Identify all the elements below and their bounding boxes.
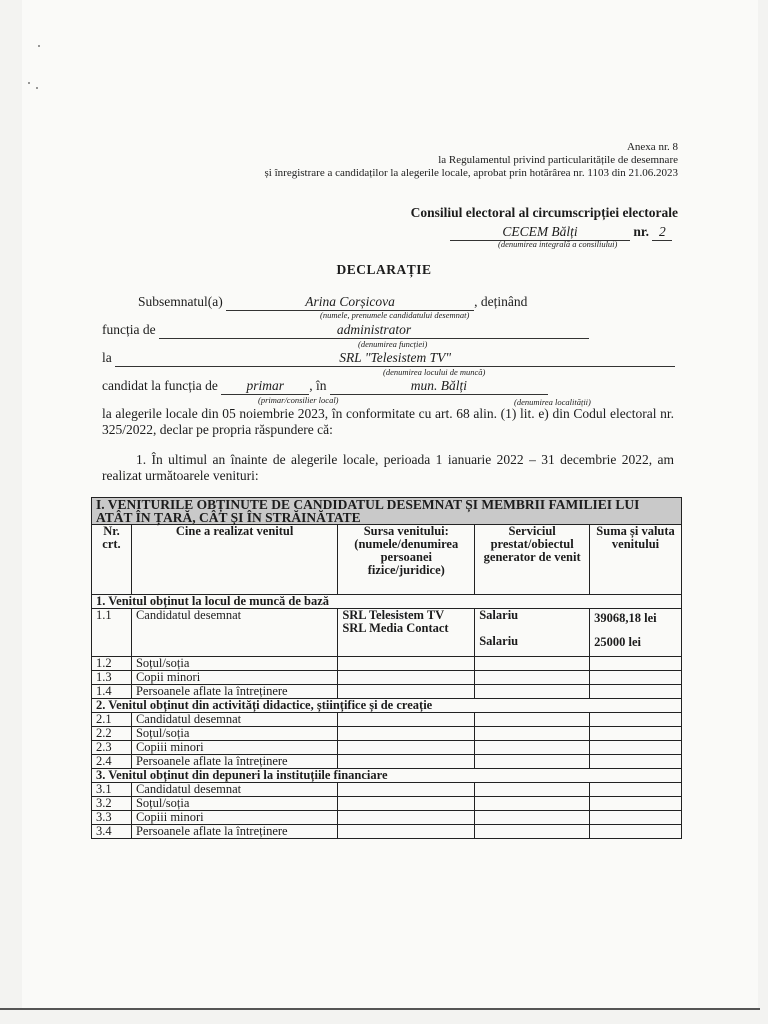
table-banner-row	[92, 498, 682, 525]
income-table	[91, 497, 682, 839]
row-nr: 2.2	[92, 727, 132, 741]
row-who: Copiii minori	[131, 741, 337, 755]
table-row	[92, 797, 682, 811]
paragraph-elections: la alegerile locale din 05 noiembrie 2023, în conformitate cu art. 68 alin. (1) lit. e) din Codul electoral nr. 325/2022, declar pe propria răspundere că:	[102, 406, 674, 437]
scan-speck	[28, 82, 30, 84]
row-who: Persoanele aflate la întreținere	[131, 755, 337, 769]
section-title: 3. Venitul obținut din depuneri la instituțiile financiare	[92, 769, 682, 783]
at-label: la	[102, 350, 112, 365]
row-nr: 3.2	[92, 797, 132, 811]
function-value: administrator	[159, 322, 589, 339]
amount-2: 25000 lei	[594, 635, 641, 649]
signed-line	[138, 294, 527, 311]
row-amount	[590, 609, 682, 657]
row-who: Persoanele aflate la întreținere	[131, 825, 337, 839]
locality-value: mun. Bălți	[330, 378, 548, 395]
signed-label: Subsemnatul(a)	[138, 294, 223, 309]
council-sub: (denumirea integrală a consiliului)	[498, 239, 618, 249]
row-who: Copiii minori	[131, 811, 337, 825]
annex-regulation: la Regulamentul privind particularitățile de desemnare	[438, 154, 678, 166]
header-source: Sursa venitului: (numele/denumirea persoanei fizice/juridice)	[338, 525, 475, 595]
section-title: 1. Venitul obținut la locul de muncă de bază	[92, 595, 682, 609]
function-line	[102, 322, 589, 339]
workplace-line	[102, 350, 675, 367]
locality-sub: (denumirea localității)	[514, 397, 591, 407]
section-title: 2. Venitul obținut din activități didactice, științifice și de creație	[92, 699, 682, 713]
row-nr: 1.4	[92, 685, 132, 699]
row-nr: 1.1	[92, 609, 132, 657]
row-who: Candidatul desemnat	[131, 783, 337, 797]
workplace-value: SRL "Telesistem TV"	[115, 350, 675, 367]
header-amount: Suma și valuta venitului	[590, 525, 682, 595]
table-row	[92, 609, 682, 657]
function-label: funcția de	[102, 322, 156, 337]
table-banner: I. VENITURILE OBȚINUTE DE CANDIDATUL DESEMNAT ȘI MEMBRII FAMILIEI LUI ATÂT ÎN ȚARĂ, CÂT ȘI ÎN STRĂINĂTATE	[92, 498, 682, 525]
row-who: Candidatul desemnat	[131, 713, 337, 727]
scan-speck	[38, 45, 40, 47]
candidate-name: Arina Corșicova	[226, 294, 474, 311]
service-1: Salariu	[479, 608, 519, 622]
section-row	[92, 769, 682, 783]
section-row	[92, 595, 682, 609]
row-nr: 3.4	[92, 825, 132, 839]
table-row	[92, 825, 682, 839]
table-row	[92, 741, 682, 755]
candidate-line	[102, 378, 548, 395]
table-row	[92, 783, 682, 797]
table-row	[92, 671, 682, 685]
row-service	[475, 609, 590, 657]
workplace-sub: (denumirea locului de muncă)	[383, 367, 486, 377]
source-1: SRL Telesistem TV	[342, 608, 445, 622]
council-nr-value: 2	[652, 224, 672, 241]
annex-reference	[265, 141, 678, 180]
row-nr: 3.1	[92, 783, 132, 797]
row-nr: 3.3	[92, 811, 132, 825]
row-nr: 2.3	[92, 741, 132, 755]
page-edge	[0, 1008, 760, 1010]
column-header-row	[92, 525, 682, 595]
council-title: Consiliul electoral al circumscripției electorale	[410, 205, 678, 220]
candidate-for-value: primar	[221, 378, 309, 395]
declaration-title: DECLARAȚIE	[336, 262, 432, 277]
row-nr: 1.3	[92, 671, 132, 685]
annex-number: Anexa nr. 8	[626, 141, 678, 153]
table-row	[92, 727, 682, 741]
paragraph-income: 1. În ultimul an înainte de alegerile locale, perioada 1 ianuarie 2022 – 31 decembrie 2022, am realizat următoarele venituri:	[102, 452, 674, 483]
row-who: Persoanele aflate la întreținere	[131, 685, 337, 699]
row-who: Soțul/soția	[131, 657, 337, 671]
table-row	[92, 811, 682, 825]
row-who: Soțul/soția	[131, 727, 337, 741]
source-2: SRL Media Contact	[342, 621, 449, 635]
function-sub: (denumirea funcției)	[358, 339, 428, 349]
name-sub: (numele, prenumele candidatului desemnat)	[320, 310, 470, 320]
service-2: Salariu	[479, 634, 519, 648]
in-label: , în	[309, 378, 327, 393]
row-who: Candidatul desemnat	[131, 609, 337, 657]
row-who: Copii minori	[131, 671, 337, 685]
council-name: CECEM Bălți	[450, 224, 630, 241]
header-nr: Nr. crt.	[92, 525, 132, 595]
section-row	[92, 699, 682, 713]
table-row	[92, 685, 682, 699]
candidate-sub: (primar/consilier local)	[258, 395, 339, 405]
table-row	[92, 657, 682, 671]
row-nr: 1.2	[92, 657, 132, 671]
scan-speck	[36, 87, 38, 89]
row-who: Soțul/soția	[131, 797, 337, 811]
annex-decision: și înregistrare a candidaților la alegerile locale, aprobat prin hotărârea nr. 1103 din 21.06.2023	[264, 167, 678, 179]
table-row	[92, 755, 682, 769]
holding-label: , deținând	[474, 294, 528, 309]
amount-1: 39068,18 lei	[594, 611, 657, 625]
council-nr-label: nr.	[633, 224, 650, 239]
candidate-label: candidat la funcția de	[102, 378, 218, 393]
header-who: Cine a realizat venitul	[131, 525, 337, 595]
row-nr: 2.4	[92, 755, 132, 769]
header-service: Serviciul prestat/obiectul generator de venit	[475, 525, 590, 595]
row-nr: 2.1	[92, 713, 132, 727]
row-source	[338, 609, 475, 657]
table-row	[92, 713, 682, 727]
